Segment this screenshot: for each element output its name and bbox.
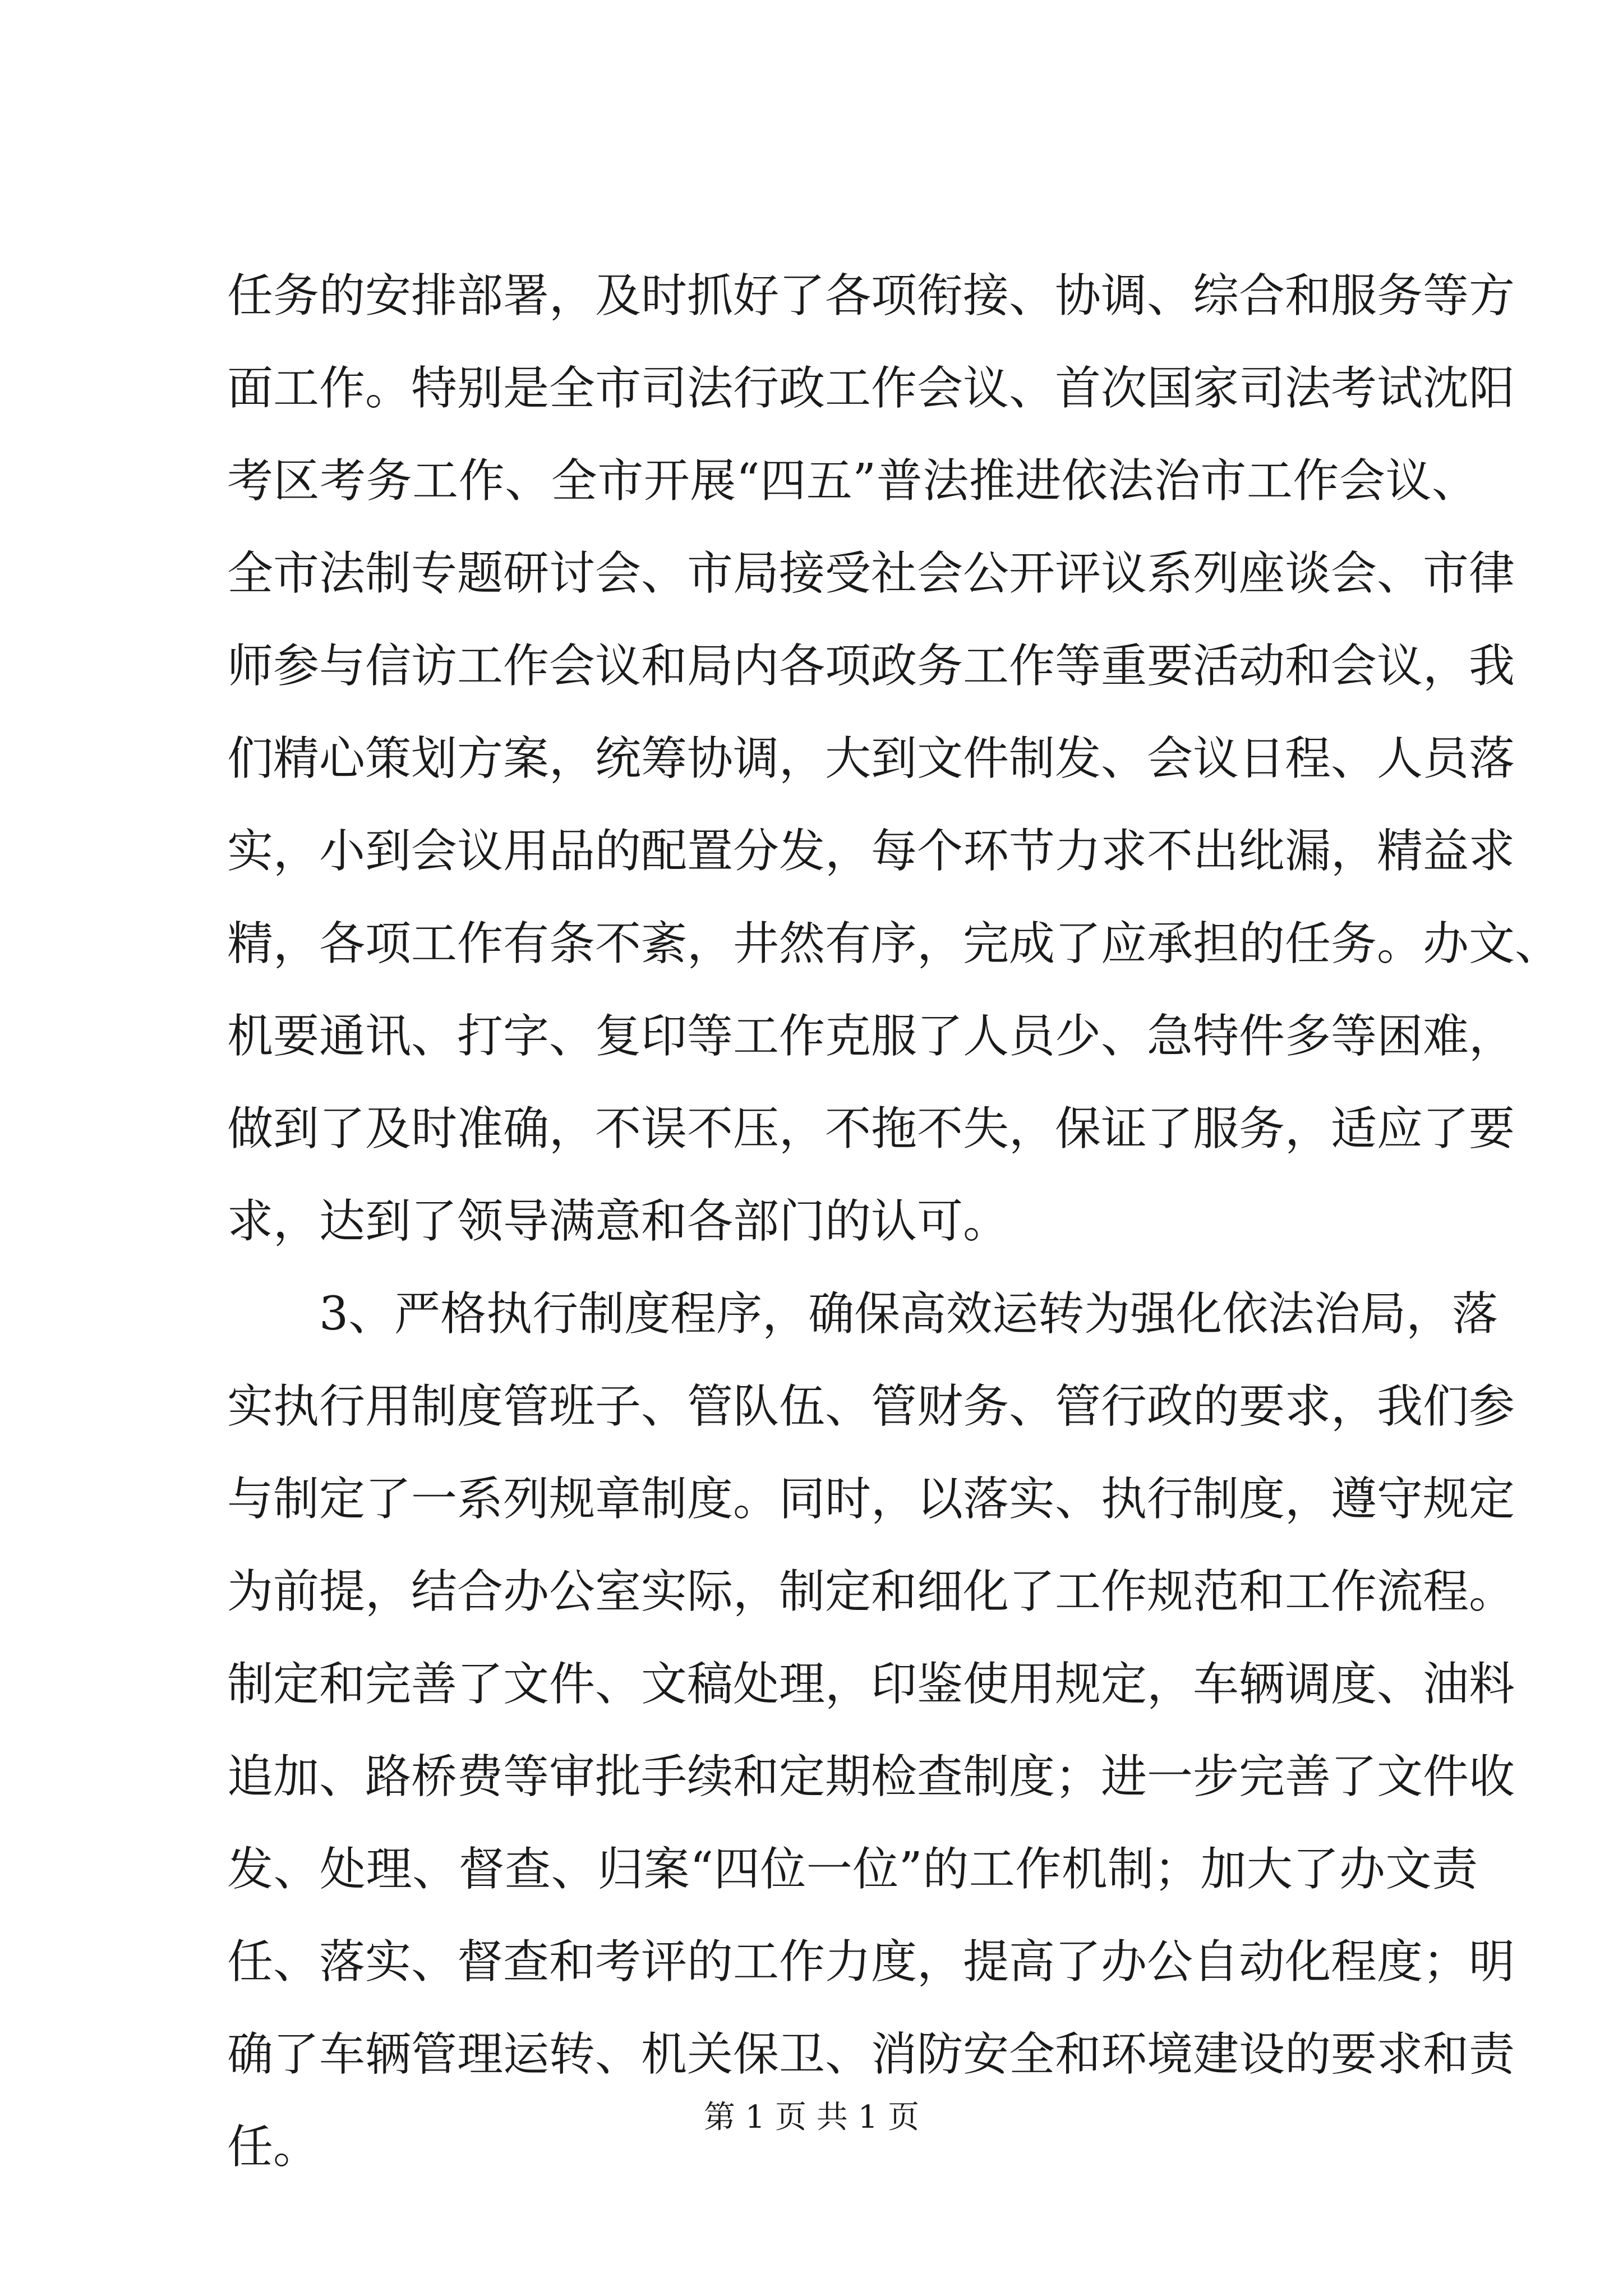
text-line: 制定和完善了文件、文稿处理，印鉴使用规定，车辆调度、油料 bbox=[227, 1658, 1515, 1711]
text-line: 与制定了一系列规章制度。同时，以落实、执行制度，遵守规定 bbox=[227, 1473, 1515, 1526]
text-line: 做到了及时准确，不误不压，不拖不失，保证了服务，适应了要 bbox=[227, 1102, 1515, 1156]
text-line: 3、严格执行制度程序，确保高效运转为强化依法治局，落 bbox=[319, 1287, 1498, 1341]
text-line: 确了车辆管理运转、机关保卫、消防安全和环境建设的要求和责 bbox=[227, 2028, 1515, 2081]
text-line: 追加、路桥费等审批手续和定期检查制度；进一步完善了文件收 bbox=[227, 1750, 1515, 1803]
page-number-footer: 第 1 页 共 1 页 bbox=[703, 2099, 920, 2136]
text-line: 任。 bbox=[227, 2120, 320, 2174]
text-line: 实，小到会议用品的配置分发，每个环节力求不出纰漏，精益求 bbox=[227, 825, 1515, 878]
text-line: 考区考务工作、全市开展“四五”普法推进依法治市工作会议、 bbox=[227, 454, 1478, 508]
text-line: 们精心策划方案，统筹协调，大到文件制发、会议日程、人员落 bbox=[227, 732, 1515, 785]
text-line: 求，达到了领导满意和各部门的认可。 bbox=[227, 1195, 1009, 1248]
text-line: 全市法制专题研讨会、市局接受社会公开评议系列座谈会、市律 bbox=[227, 547, 1515, 600]
paragraph-1 bbox=[227, 250, 1561, 1268]
text-line: 精，各项工作有条不紊，井然有序，完成了应承担的任务。办文、 bbox=[227, 917, 1561, 970]
text-line: 为前提，结合办公室实际，制定和细化了工作规范和工作流程。 bbox=[227, 1565, 1515, 1618]
text-line: 师参与信访工作会议和局内各项政务工作等重要活动和会议，我 bbox=[227, 639, 1515, 693]
text-line: 任务的安排部署，及时抓好了各项衔接、协调、综合和服务等方 bbox=[227, 269, 1515, 323]
paragraph-2 bbox=[227, 1268, 1515, 2193]
text-line: 面工作。特别是全市司法行政工作会议、首次国家司法考试沈阳 bbox=[227, 362, 1515, 415]
text-line: 任、落实、督查和考评的工作力度，提高了办公自动化程度；明 bbox=[227, 1935, 1515, 1989]
document-body bbox=[227, 250, 1561, 2193]
text-line: 机要通讯、打字、复印等工作克服了人员少、急特件多等困难， bbox=[227, 1010, 1515, 1063]
text-line: 实执行用制度管班子、管队伍、管财务、管行政的要求，我们参 bbox=[227, 1380, 1515, 1433]
text-line: 发、处理、督查、归案“四位一位”的工作机制；加大了办文责 bbox=[227, 1843, 1478, 1896]
